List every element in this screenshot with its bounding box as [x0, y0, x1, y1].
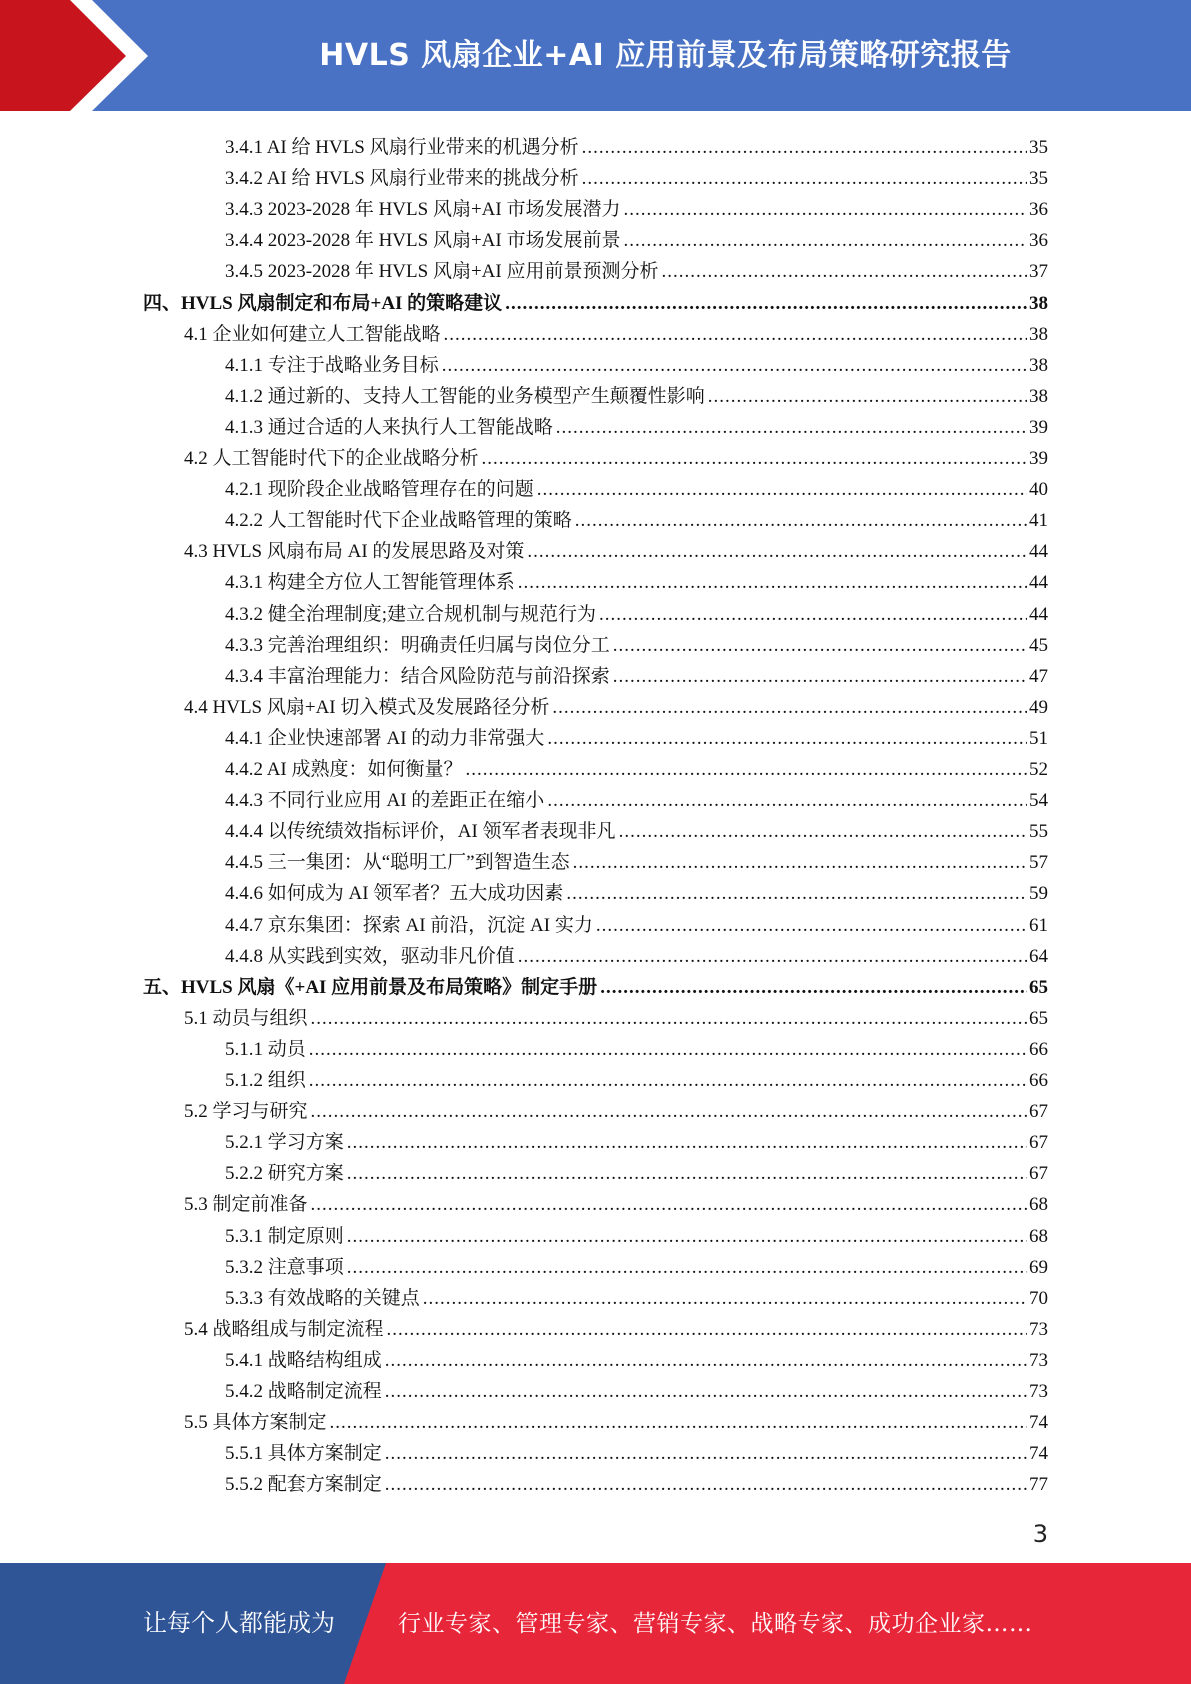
toc-entry-page: 36: [1029, 230, 1048, 252]
toc-dot-leader: [385, 1350, 1027, 1372]
toc-entry-title: 五、HVLS 风扇《+AI 应用前景及布局策略》制定手册: [143, 976, 598, 998]
toc-entry[interactable]: [184, 532, 1048, 563]
toc-dot-leader: [537, 479, 1027, 501]
report-title: HVLS 风扇企业+AI 应用前景及布局策略研究报告: [319, 37, 1012, 73]
toc-entry-page: 44: [1029, 572, 1048, 594]
footer-slogan-left: 让每个人都能成为: [143, 1609, 335, 1637]
toc-entry-page: 44: [1029, 541, 1048, 563]
toc-entry[interactable]: [225, 719, 1048, 750]
toc-entry-page: 40: [1029, 479, 1048, 501]
toc-entry-title: 3.4.2 AI 给 HVLS 风扇行业带来的挑战分析: [225, 168, 579, 190]
toc-entry-title: 4.4.6 如何成为 AI 领军者？五大成功因素: [225, 883, 564, 905]
toc-entry-page: 66: [1029, 1038, 1048, 1060]
footer-slogan-right: 行业专家、管理专家、营销专家、战略专家、成功企业家……: [398, 1611, 1033, 1637]
toc-entry-title: 5.2.1 学习方案: [225, 1132, 344, 1154]
toc-dot-leader: [661, 261, 1027, 283]
toc-entry-page: 67: [1029, 1163, 1048, 1185]
toc-entry-title: 5.3.2 注意事项: [225, 1256, 344, 1278]
toc-dot-leader: [527, 541, 1027, 563]
toc-dot-leader: [309, 1070, 1027, 1092]
toc-entry-title: 4.4.5 三一集团：从“聪明工厂”到智造生态: [225, 852, 570, 874]
toc-dot-leader: [387, 1319, 1027, 1341]
toc-entry-title: 4.4.3 不同行业应用 AI 的差距正在缩小: [225, 790, 545, 812]
toc-entry-page: 36: [1029, 199, 1048, 221]
toc-dot-leader: [613, 666, 1027, 688]
toc-entry-title: 5.3.1 制定原则: [225, 1225, 344, 1247]
toc-entry-page: 44: [1029, 603, 1048, 625]
toc-entry[interactable]: [225, 937, 1048, 968]
toc-entry[interactable]: [225, 563, 1048, 594]
toc-entry[interactable]: [184, 1185, 1048, 1216]
toc-entry-title: 5.5.2 配套方案制定: [225, 1474, 382, 1496]
toc-entry[interactable]: [225, 346, 1048, 377]
toc-entry[interactable]: [225, 1123, 1048, 1154]
toc-entry[interactable]: [184, 1310, 1048, 1341]
toc-dot-leader: [311, 1194, 1027, 1216]
toc-entry[interactable]: [225, 750, 1048, 781]
toc-dot-leader: [330, 1412, 1027, 1434]
toc-entry[interactable]: [225, 1217, 1048, 1248]
toc-dot-leader: [599, 604, 1027, 626]
toc-entry[interactable]: [225, 501, 1048, 532]
toc-entry-page: 73: [1029, 1318, 1048, 1340]
toc-entry[interactable]: [184, 688, 1048, 719]
toc-dot-leader: [385, 1443, 1027, 1465]
toc-entry[interactable]: [225, 1465, 1048, 1496]
toc-entry-title: 4.4.1 企业快速部署 AI 的动力非常强大: [225, 727, 545, 749]
toc-entry[interactable]: [225, 128, 1048, 159]
toc-dot-leader: [518, 946, 1027, 968]
toc-entry-page: 74: [1029, 1412, 1048, 1434]
toc-entry[interactable]: [184, 1092, 1048, 1123]
toc-entry-title: 4.4.4 以传统绩效指标评价，AI 领军者表现非凡: [225, 821, 616, 843]
toc-entry-title: 5.2 学习与研究: [184, 1101, 308, 1123]
toc-entry-page: 38: [1029, 354, 1048, 376]
toc-entry[interactable]: [225, 781, 1048, 812]
toc-dot-leader: [347, 1132, 1027, 1154]
toc-entry-title: 5.1 动员与组织: [184, 1007, 308, 1029]
toc-entry[interactable]: [225, 1061, 1048, 1092]
toc-dot-leader: [442, 355, 1027, 377]
toc-dot-leader: [518, 572, 1027, 594]
toc-entry-page: 66: [1029, 1070, 1048, 1091]
toc-entry-page: 35: [1029, 168, 1048, 190]
toc-entry-title: 4.1 企业如何建立人工智能战略: [184, 323, 441, 345]
toc-entry[interactable]: [143, 284, 1048, 315]
toc-entry-title: 4.3.4 丰富治理能力：结合风险防范与前沿探索: [225, 665, 610, 687]
toc-entry-title: 5.1.1 动员: [225, 1038, 306, 1060]
toc-entry-page: 47: [1029, 665, 1048, 687]
toc-entry[interactable]: [225, 595, 1048, 626]
toc-dot-leader: [556, 417, 1027, 439]
toc-entry-page: 54: [1029, 790, 1048, 812]
toc-entry-page: 67: [1029, 1101, 1048, 1123]
toc-entry-page: 77: [1029, 1474, 1048, 1496]
toc-entry-page: 70: [1029, 1287, 1048, 1309]
toc-entry-title: 3.4.5 2023-2028 年 HVLS 风扇+AI 应用前景预测分析: [225, 261, 659, 283]
toc-entry-page: 39: [1029, 416, 1048, 438]
toc-entry-title: 4.4.8 从实践到实效，驱动非凡价值: [225, 945, 515, 967]
toc-dot-leader: [347, 1226, 1027, 1248]
toc-dot-leader: [575, 510, 1027, 532]
toc-entry-page: 57: [1029, 852, 1048, 874]
toc-entry-title: 4.1.1 专注于战略业务目标: [225, 354, 439, 376]
toc-entry-title: 4.1.3 通过合适的人来执行人工智能战略: [225, 416, 553, 438]
toc-entry-title: 4.2 人工智能时代下的企业战略分析: [184, 448, 479, 469]
toc-dot-leader: [311, 1101, 1027, 1123]
toc-entry-page: 73: [1029, 1381, 1048, 1402]
toc-entry-page: 35: [1029, 137, 1048, 158]
toc-entry-title: 5.5 具体方案制定: [184, 1412, 327, 1434]
toc-dot-leader: [505, 293, 1027, 315]
toc-entry[interactable]: [225, 377, 1048, 408]
toc-dot-leader: [573, 852, 1027, 874]
toc-entry-title: 4.2.1 现阶段企业战略管理存在的问题: [225, 479, 534, 501]
toc-entry-page: 65: [1029, 1007, 1048, 1029]
toc-entry-page: 68: [1029, 1225, 1048, 1247]
toc-dot-leader: [309, 1039, 1027, 1061]
toc-entry-page: 38: [1029, 292, 1048, 314]
toc-dot-leader: [708, 386, 1027, 408]
toc-dot-leader: [623, 199, 1027, 221]
toc-dot-leader: [547, 728, 1027, 750]
toc-entry-page: 59: [1029, 883, 1048, 905]
toc-dot-leader: [347, 1257, 1027, 1279]
toc-entry[interactable]: [225, 470, 1048, 501]
toc-dot-leader: [552, 697, 1027, 719]
toc-entry[interactable]: [225, 159, 1048, 190]
toc-entry[interactable]: [184, 439, 1048, 470]
toc-entry[interactable]: [225, 1341, 1048, 1372]
toc-dot-leader: [596, 915, 1027, 937]
toc-dot-leader: [385, 1474, 1027, 1496]
toc-entry-title: 4.2.2 人工智能时代下企业战略管理的策略: [225, 510, 572, 532]
toc-entry[interactable]: [225, 1248, 1048, 1279]
toc-entry-page: 38: [1029, 323, 1048, 345]
toc-dot-leader: [547, 790, 1027, 812]
toc-entry-page: 73: [1029, 1349, 1048, 1371]
toc-entry-title: 3.4.1 AI 给 HVLS 风扇行业带来的机遇分析: [225, 137, 579, 158]
toc-entry[interactable]: [225, 657, 1048, 688]
toc-dot-leader: [619, 821, 1027, 843]
toc-entry[interactable]: [143, 968, 1048, 999]
toc-dot-leader: [311, 1008, 1027, 1030]
toc-entry-title: 4.3.3 完善治理组织：明确责任归属与岗位分工: [225, 634, 610, 656]
toc-entry-page: 51: [1029, 727, 1048, 749]
toc-entry-title: 5.4.2 战略制定流程: [225, 1381, 382, 1402]
toc-entry-title: 5.1.2 组织: [225, 1070, 306, 1091]
toc-entry[interactable]: [184, 315, 1048, 346]
toc-dot-leader: [582, 168, 1027, 190]
toc-entry-title: 5.4.1 战略结构组成: [225, 1349, 382, 1371]
toc-dot-leader: [566, 883, 1027, 905]
toc-dot-leader: [600, 977, 1027, 999]
toc-entry-page: 55: [1029, 821, 1048, 843]
toc-dot-leader: [466, 759, 1027, 781]
toc-entry[interactable]: [225, 1372, 1048, 1403]
toc-entry[interactable]: [225, 1030, 1048, 1061]
toc-entry-title: 4.4 HVLS 风扇+AI 切入模式及发展路径分析: [184, 696, 550, 718]
toc-entry-title: 5.3.3 有效战略的关键点: [225, 1287, 420, 1309]
toc-dot-leader: [347, 1163, 1027, 1185]
toc-entry-page: 64: [1029, 945, 1048, 967]
toc-entry[interactable]: [225, 906, 1048, 937]
toc-entry-title: 4.3.1 构建全方位人工智能管理体系: [225, 572, 515, 594]
toc-entry[interactable]: [184, 1403, 1048, 1434]
toc-entry-page: 39: [1029, 448, 1048, 469]
toc-dot-leader: [623, 230, 1027, 252]
toc-entry-title: 3.4.4 2023-2028 年 HVLS 风扇+AI 市场发展前景: [225, 230, 621, 252]
toc-entry[interactable]: [225, 843, 1048, 874]
toc-entry-page: 68: [1029, 1194, 1048, 1216]
page-header: [0, 0, 1191, 111]
toc-entry[interactable]: [184, 999, 1048, 1030]
toc-dot-leader: [385, 1381, 1027, 1403]
toc-entry[interactable]: [225, 221, 1048, 252]
toc-entry[interactable]: [225, 874, 1048, 905]
toc-entry[interactable]: [225, 408, 1048, 439]
toc-entry-title: 5.4 战略组成与制定流程: [184, 1318, 384, 1340]
toc-entry-page: 38: [1029, 385, 1048, 407]
toc-entry-title: 4.1.2 通过新的、支持人工智能的业务模型产生颠覆性影响: [225, 385, 705, 407]
toc-entry[interactable]: [225, 1279, 1048, 1310]
toc-entry[interactable]: [225, 252, 1048, 283]
toc-entry-page: 41: [1029, 510, 1048, 532]
toc-entry-page: 65: [1029, 976, 1048, 998]
toc-dot-leader: [482, 448, 1027, 470]
toc-entry-page: 52: [1029, 759, 1048, 780]
toc-entry-page: 61: [1029, 914, 1048, 936]
toc-entry-title: 3.4.3 2023-2028 年 HVLS 风扇+AI 市场发展潜力: [225, 199, 621, 221]
toc-entry-page: 67: [1029, 1132, 1048, 1154]
toc-entry-page: 49: [1029, 696, 1048, 718]
toc-entry-title: 5.3 制定前准备: [184, 1194, 308, 1216]
toc-entry-title: 5.5.1 具体方案制定: [225, 1443, 382, 1465]
toc-entry-title: 5.2.2 研究方案: [225, 1163, 344, 1185]
toc-entry[interactable]: [225, 812, 1048, 843]
toc-dot-leader: [582, 137, 1027, 159]
toc-entry-title: 4.4.7 京东集团：探索 AI 前沿，沉淀 AI 实力: [225, 914, 593, 936]
toc-entry[interactable]: [225, 626, 1048, 657]
toc-entry-page: 74: [1029, 1443, 1048, 1465]
toc-entry-page: 69: [1029, 1256, 1048, 1278]
toc-entry-title: 4.4.2 AI 成熟度：如何衡量？: [225, 759, 463, 780]
toc-entry-title: 4.3.2 健全治理制度;建立合规机制与规范行为: [225, 603, 597, 625]
toc-entry-title: 4.3 HVLS 风扇布局 AI 的发展思路及对策: [184, 541, 525, 563]
toc-entry-title: 四、HVLS 风扇制定和布局+AI 的策略建议: [143, 292, 503, 314]
toc-dot-leader: [423, 1288, 1027, 1310]
page-number: 3: [1032, 1520, 1048, 1548]
toc-entry[interactable]: [225, 190, 1048, 221]
toc-entry-page: 37: [1029, 261, 1048, 283]
toc-entry[interactable]: [225, 1434, 1048, 1465]
toc-dot-leader: [613, 635, 1027, 657]
toc-dot-leader: [444, 324, 1027, 346]
toc-entry[interactable]: [225, 1154, 1048, 1185]
toc-entry-page: 45: [1029, 634, 1048, 656]
